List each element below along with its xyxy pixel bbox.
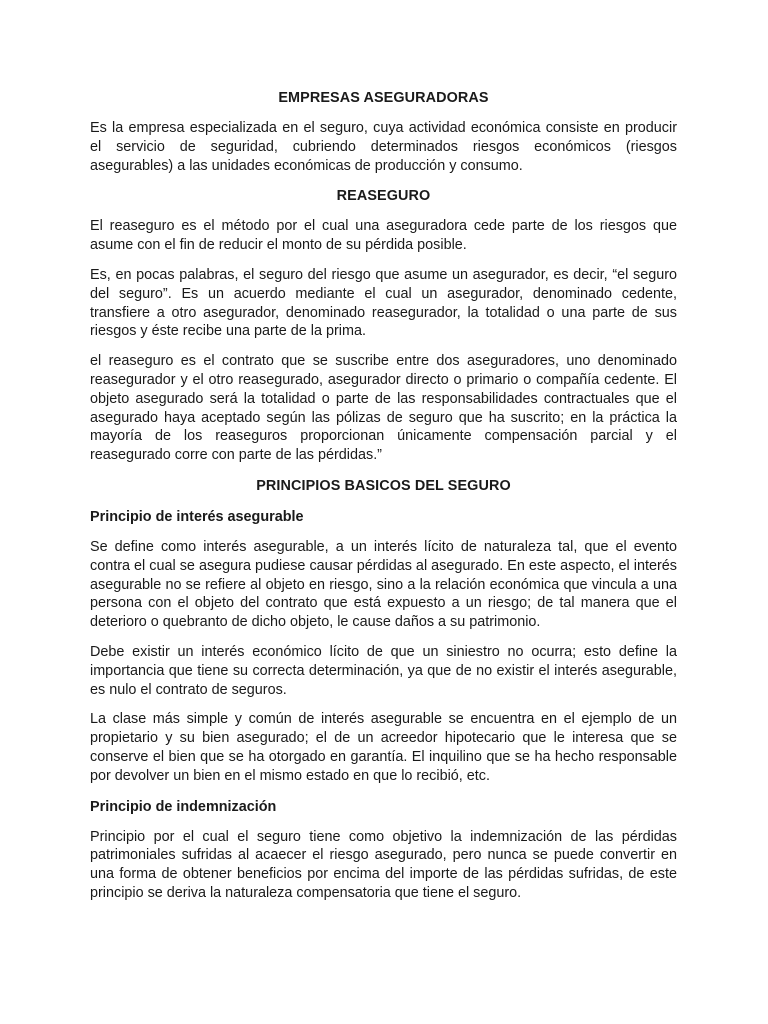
subheading-interes-asegurable: Principio de interés asegurable	[90, 508, 304, 525]
paragraph-reaseguro-seguro-del-seguro: Es, en pocas palabras, el seguro del riesgo que asume un asegurador, es decir, “el seguro del seguro”. Es un acuerdo mediante el cual un asegurador, denominado cedente, transfiere a otro asegurador, denominado reasegurador, la totalidad o una parte de sus riesgos y éste recibe una parte de la prima.	[90, 266, 677, 340]
heading-reaseguro: REASEGURO	[336, 188, 431, 205]
paragraph-indemnizacion: Principio por el cual el seguro tiene como objetivo la indemnización de las pérdidas patrimoniales sufridas al acaecer el riesgo asegurado, pero nunca se puede convertir en una forma de obtener beneficios por encima del importe de las pérdidas sufridas, de este principio se deriva la naturaleza compensatoria que tiene el seguro.	[90, 828, 677, 901]
paragraph-interes-ejemplo: La clase más simple y común de interés asegurable se encuentra en el ejemplo de un propietario y su bien asegurado; el de un acreedor hipotecario que le interesa que se conserve el bien que se ha otorgado en garantía. El inquilino que se ha hecho responsable por devolver un bien en el mismo estado en que lo recibió, etc.	[90, 711, 677, 784]
paragraph-reaseguro-method: El reaseguro es el método por el cual una aseguradora cede parte de los riesgos que asume con el fin de reducir el monto de su pérdida posible.	[90, 218, 677, 254]
paragraph-interes-economico: Debe existir un interés económico lícito de que un siniestro no ocurra; esto define la importancia que tiene su correcta determinación, ya que de no existir el interés asegurable, es nulo el contrato de seguros.	[90, 643, 677, 698]
paragraph-reaseguro-contrato: el reaseguro es el contrato que se suscribe entre dos aseguradores, uno denominado reasegurador y el otro reasegurado, asegurador directo o primario o compañía cedente. El objeto asegurado será la totalidad o parte de las responsabilidades contractuales que el asegurado haya aceptado según las pólizas de seguro que ha suscrito; en la práctica la mayoría de los reaseguros proporcionan únicamente compensación parcial y el reasegurado corre con parte de las pérdidas.”	[90, 353, 677, 464]
paragraph-empresa-definition: Es la empresa especializada en el seguro, cuya actividad económica consiste en producir el servicio de seguridad, cubriendo determinados riesgos económicos (riesgos asegurables) a las unidades económicas de producción y consumo.	[90, 120, 677, 174]
heading-principios-basicos: PRINCIPIOS BASICOS DEL SEGURO	[256, 477, 511, 494]
subheading-indemnizacion: Principio de indemnización	[90, 798, 277, 815]
heading-empresas-aseguradoras: EMPRESAS ASEGURADORAS	[278, 90, 489, 106]
document-page	[90, 88, 677, 914]
paragraph-interes-definicion: Se define como interés asegurable, a un interés lícito de naturaleza tal, que el evento contra el cual se asegura pudiese causar pérdidas al asegurado. En este aspecto, el interés asegurable no se refiere al objeto en riesgo, sino a la relación económica que vincula a una persona con el objeto del contrato que está expuesto a un riesgo; de tal manera que el deterioro o quebranto de dicho objeto, le cause daños a su patrimonio.	[90, 538, 677, 631]
